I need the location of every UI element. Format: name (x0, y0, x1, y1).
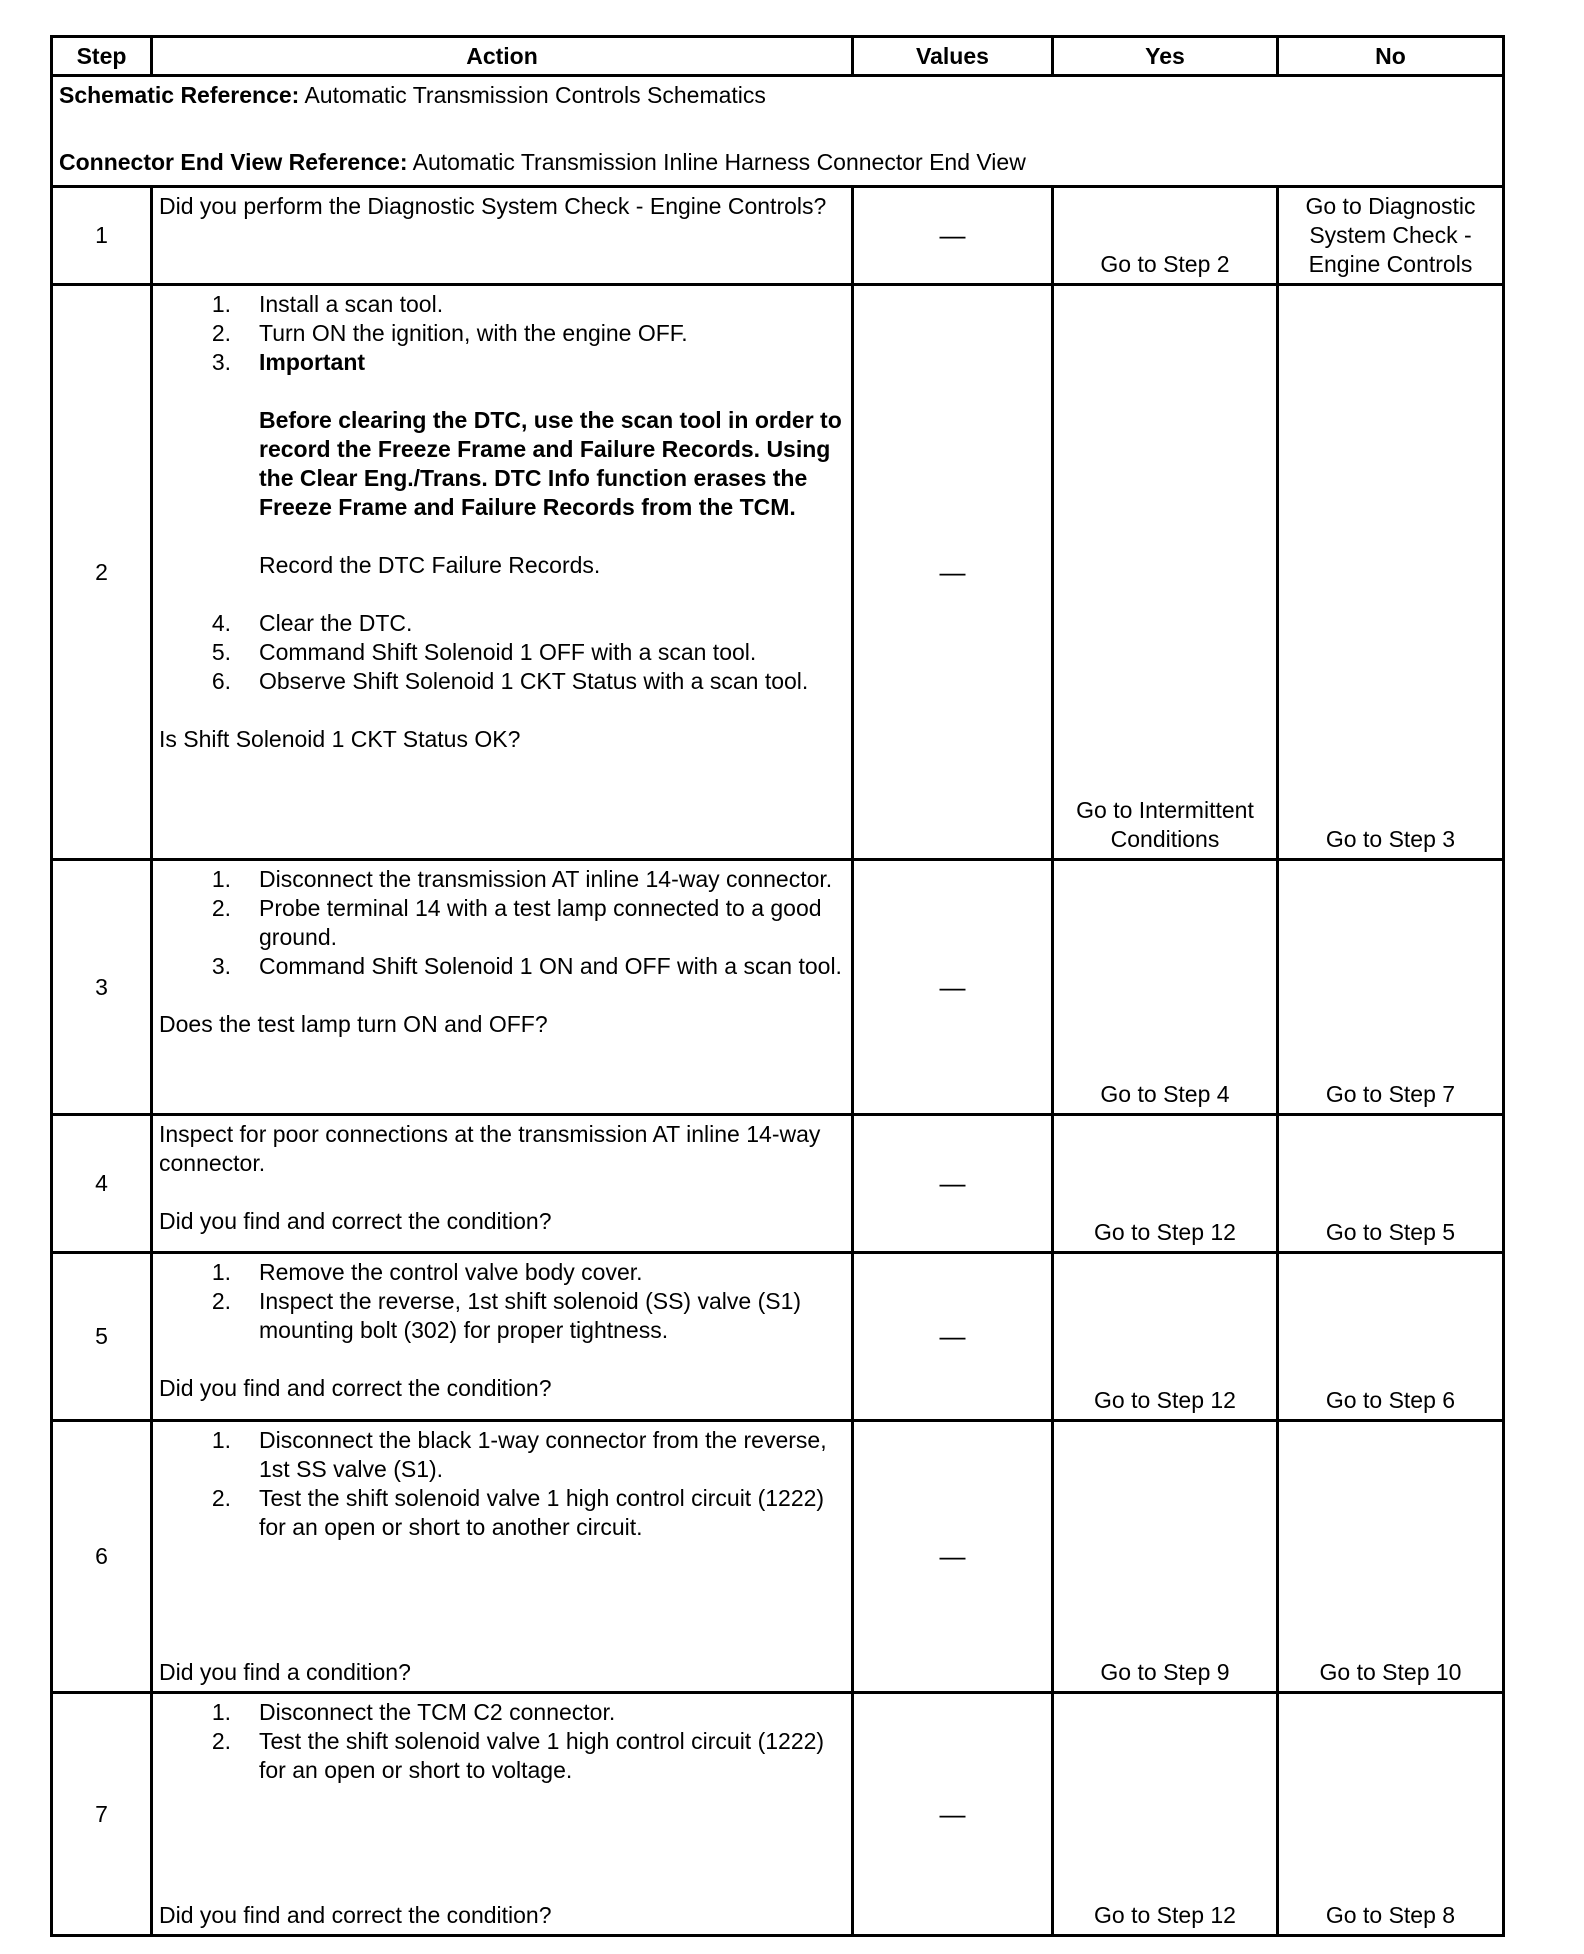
action-cell (152, 1693, 853, 1936)
list-item (159, 1426, 845, 1484)
important-block (259, 348, 845, 609)
list-number: 2. (211, 1728, 231, 1754)
action-cell (152, 187, 853, 285)
table-row (52, 860, 1504, 1115)
values-cell: — (853, 1693, 1053, 1936)
reference-row (52, 76, 1504, 187)
connector-reference-text: Automatic Transmission Inline Harness Connector End View (412, 149, 1026, 175)
list-item (159, 638, 845, 667)
table-row (52, 1253, 1504, 1421)
list-number: 1. (211, 1259, 231, 1285)
list-text: Turn ON the ignition, with the engine OFF. (259, 320, 688, 346)
list-text: Disconnect the black 1-way connector from the reverse, 1st SS valve (S1). (259, 1427, 827, 1482)
list-number: 2. (211, 320, 231, 346)
list-item (159, 1258, 845, 1287)
list-number: 3. (211, 953, 231, 979)
list-number: 2. (211, 895, 231, 921)
schematic-reference-text: Automatic Transmission Controls Schematics (304, 82, 766, 108)
header-no: No (1278, 37, 1504, 76)
list-text: Inspect the reverse, 1st shift solenoid (SS) valve (S1) mounting bolt (302) for proper tightness. (259, 1288, 802, 1343)
yes-cell: Go to Step 12 (1053, 1693, 1278, 1936)
step-number: 2 (52, 285, 152, 860)
list-item (159, 1287, 845, 1345)
list-text: Probe terminal 14 with a test lamp connected to a good ground. (259, 895, 822, 950)
header-yes: Yes (1053, 37, 1278, 76)
step-number: 1 (52, 187, 152, 285)
list-number: 1. (211, 1699, 231, 1725)
list-text: Command Shift Solenoid 1 OFF with a scan tool. (259, 639, 757, 665)
step-number: 4 (52, 1115, 152, 1253)
header-step: Step (52, 37, 152, 76)
no-cell: Go to Step 8 (1278, 1693, 1504, 1936)
list-item (159, 348, 845, 609)
list-item (159, 1727, 845, 1785)
schematic-reference-label: Schematic Reference: (59, 82, 300, 108)
important-body: Before clearing the DTC, use the scan tool in order to record the Freeze Frame and Failure Records. Using the Clear Eng./Trans. DTC Info function erases the Freeze Frame and Failure Records from the TCM. (259, 407, 842, 520)
no-cell: Go to Step 3 (1278, 285, 1504, 860)
no-cell: Go to Step 6 (1278, 1253, 1504, 1421)
step-number: 6 (52, 1421, 152, 1693)
action-steps (159, 1258, 845, 1345)
values-cell: — (853, 285, 1053, 860)
action-text: Did you perform the Diagnostic System Check - Engine Controls? (159, 193, 827, 219)
list-text: Observe Shift Solenoid 1 CKT Status with a scan tool. (259, 668, 809, 694)
action-steps (159, 865, 845, 981)
yes-cell: Go to Step 12 (1053, 1253, 1278, 1421)
action-cell (152, 1421, 853, 1693)
header-values: Values (853, 37, 1053, 76)
list-text: Command Shift Solenoid 1 ON and OFF with a scan tool. (259, 953, 842, 979)
action-cell (152, 1253, 853, 1421)
no-cell: Go to Step 7 (1278, 860, 1504, 1115)
list-number: 4. (211, 610, 231, 636)
step-number: 7 (52, 1693, 152, 1936)
list-text: Remove the control valve body cover. (259, 1259, 643, 1285)
action-steps (159, 1698, 845, 1785)
action-question: Does the test lamp turn ON and OFF? (159, 1011, 548, 1037)
action-question: Did you find and correct the condition? (159, 1208, 552, 1234)
list-text: Disconnect the TCM C2 connector. (259, 1699, 616, 1725)
list-item (159, 609, 845, 638)
no-cell: Go to Step 5 (1278, 1115, 1504, 1253)
list-item (159, 865, 845, 894)
list-number: 3. (211, 349, 231, 375)
table-row (52, 1421, 1504, 1693)
connector-reference-label: Connector End View Reference: (59, 149, 408, 175)
header-action: Action (152, 37, 853, 76)
schematic-reference (59, 81, 1496, 110)
yes-cell: Go to Step 12 (1053, 1115, 1278, 1253)
list-number: 2. (211, 1485, 231, 1511)
list-text: Install a scan tool. (259, 291, 444, 317)
values-cell: — (853, 1421, 1053, 1693)
list-number: 5. (211, 639, 231, 665)
table-row (52, 285, 1504, 860)
no-cell: Go to Diagnostic System Check - Engine Controls (1278, 187, 1504, 285)
no-cell: Go to Step 10 (1278, 1421, 1504, 1693)
table-row (52, 1693, 1504, 1936)
values-cell: — (853, 1115, 1053, 1253)
values-cell: — (853, 1253, 1053, 1421)
list-item (159, 1698, 845, 1727)
list-text: Clear the DTC. (259, 610, 413, 636)
list-text: Disconnect the transmission AT inline 14-way connector. (259, 866, 833, 892)
table-row (52, 187, 1504, 285)
list-item (159, 894, 845, 952)
yes-cell: Go to Step 9 (1053, 1421, 1278, 1693)
action-cell (152, 285, 853, 860)
list-item (159, 290, 845, 319)
values-cell: — (853, 860, 1053, 1115)
yes-cell: Go to Intermittent Conditions (1053, 285, 1278, 860)
list-number: 2. (211, 1288, 231, 1314)
step-number: 5 (52, 1253, 152, 1421)
table-row (52, 1115, 1504, 1253)
list-text: Test the shift solenoid valve 1 high control circuit (1222) for an open or short to another circuit. (259, 1485, 825, 1540)
list-number: 6. (211, 668, 231, 694)
action-cell (152, 860, 853, 1115)
action-steps (159, 290, 845, 696)
diagnostic-table (50, 35, 1505, 1937)
reference-cell (52, 76, 1504, 187)
list-text: Test the shift solenoid valve 1 high control circuit (1222) for an open or short to voltage. (259, 1728, 825, 1783)
values-cell: — (853, 187, 1053, 285)
list-number: 1. (211, 1427, 231, 1453)
yes-cell: Go to Step 4 (1053, 860, 1278, 1115)
action-text: Inspect for poor connections at the transmission AT inline 14-way connector. (159, 1121, 821, 1176)
list-item (159, 667, 845, 696)
action-question: Did you find and correct the condition? (159, 1375, 552, 1401)
step-number: 3 (52, 860, 152, 1115)
important-after: Record the DTC Failure Records. (259, 552, 601, 578)
header-row (52, 37, 1504, 76)
list-number: 1. (211, 866, 231, 892)
action-question: Did you find a condition? (159, 1659, 411, 1685)
important-title: Important (259, 349, 366, 375)
action-steps (159, 1426, 845, 1542)
action-question: Is Shift Solenoid 1 CKT Status OK? (159, 726, 521, 752)
connector-reference (59, 148, 1496, 177)
action-cell (152, 1115, 853, 1253)
list-item (159, 952, 845, 981)
action-question: Did you find and correct the condition? (159, 1902, 552, 1928)
list-item (159, 1484, 845, 1542)
list-item (159, 319, 845, 348)
list-number: 1. (211, 291, 231, 317)
yes-cell: Go to Step 2 (1053, 187, 1278, 285)
